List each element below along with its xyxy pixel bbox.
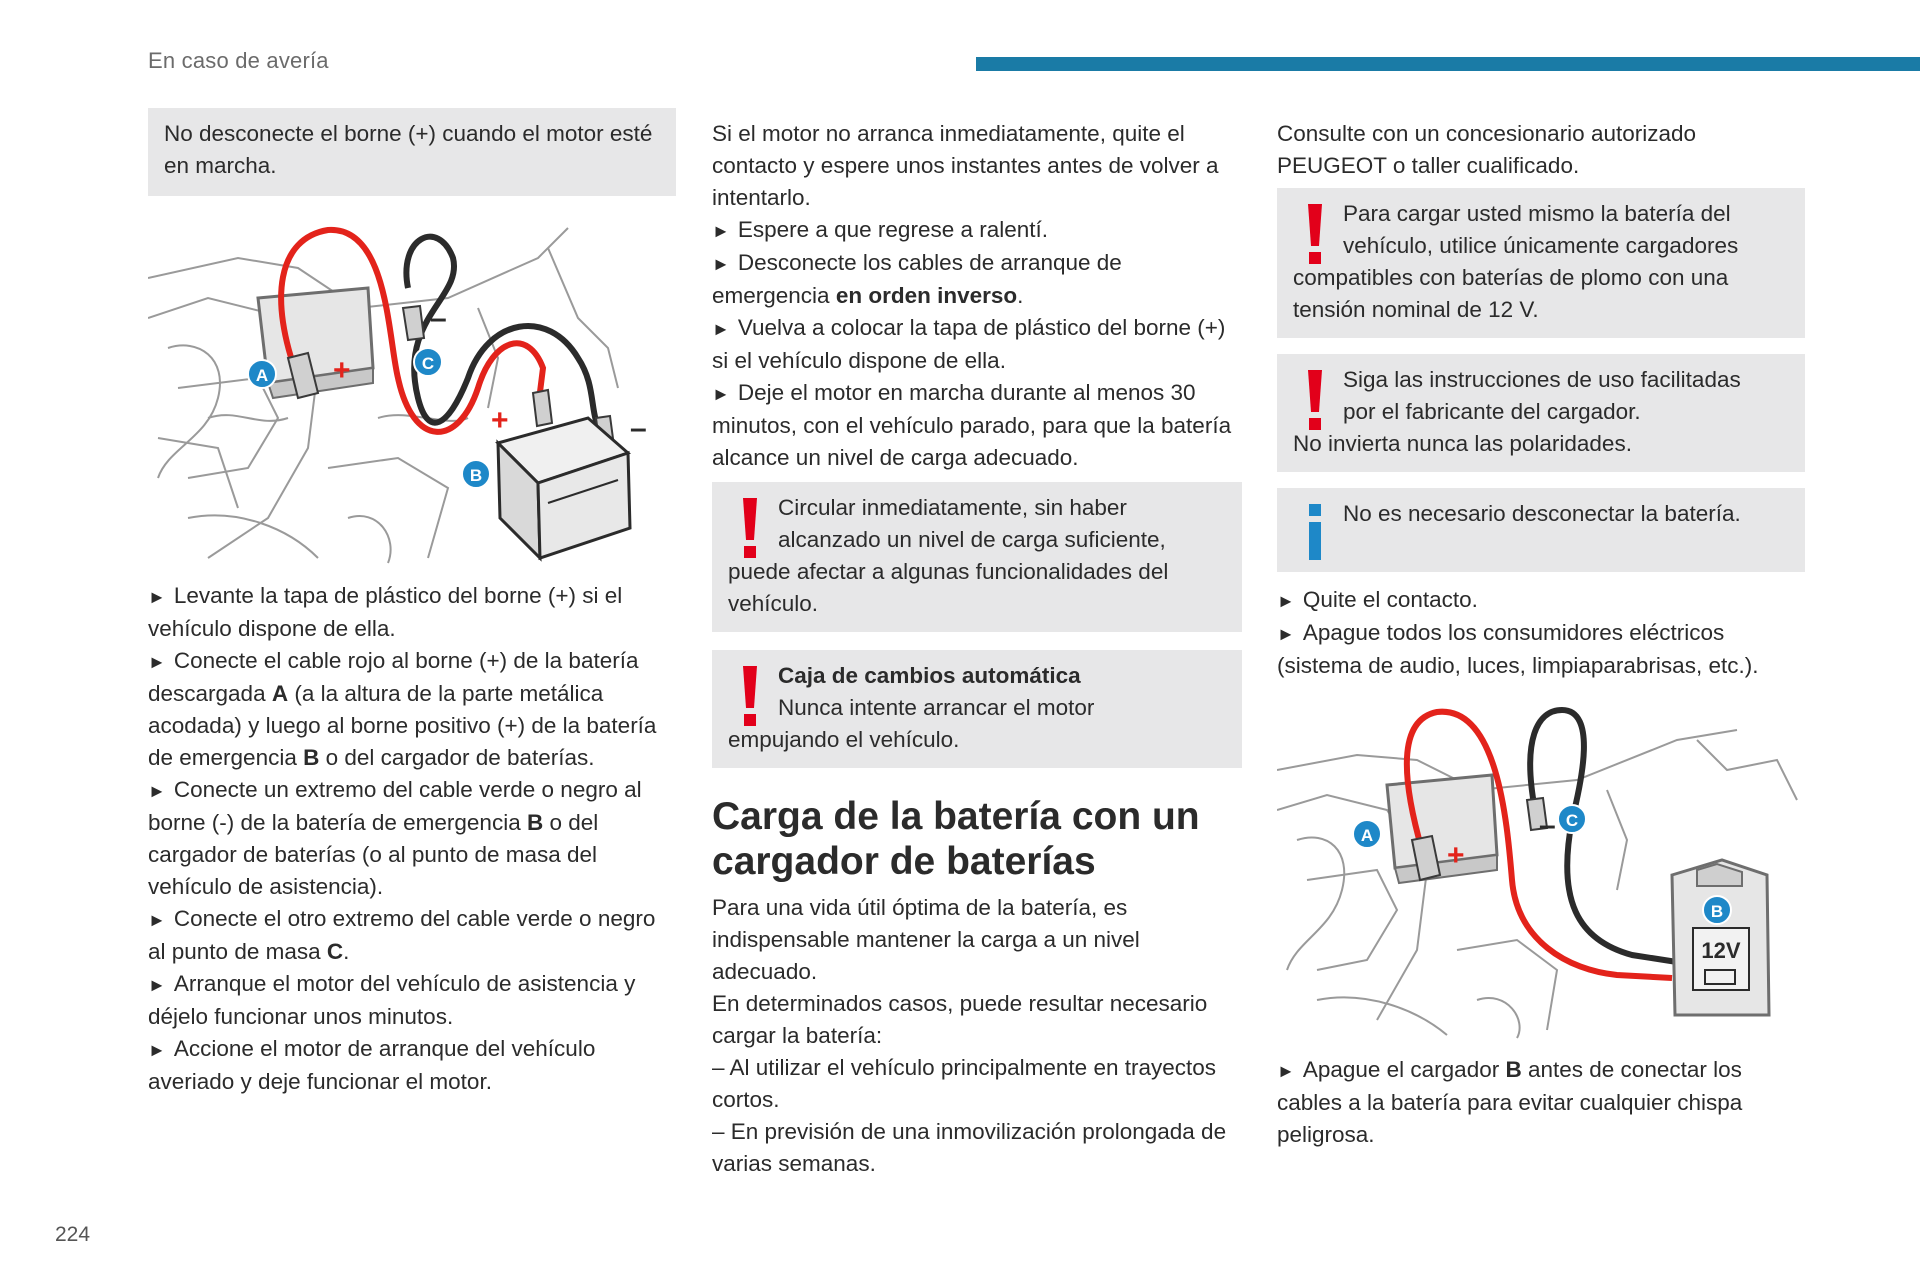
bullet-arrow-icon: ► — [148, 587, 166, 607]
page-number: 224 — [55, 1223, 91, 1246]
step-1: ► Levante la tapa de plástico del borne (+) si el vehículo dispone de ella. — [148, 583, 623, 641]
battery-a-plus-sign: + — [333, 354, 351, 387]
bullet-arrow-icon: ► — [1277, 1061, 1295, 1081]
warning-box-chargers: Para cargar usted mismo la batería del vehículo, utilice únicamente cargadores compatibles con baterías de plomo con una tensión nominal de 12 V. — [1277, 188, 1805, 338]
battery-plus-sign: + — [1447, 839, 1465, 872]
warning-title: Caja de cambios automática — [778, 663, 1081, 688]
warning-box-automatic: Caja de cambios automática Nunca intente arrancar el motor empujando el vehículo. — [712, 650, 1242, 768]
section-heading: Carga de la batería con un cargador de baterías — [712, 795, 1200, 883]
info-box: No es necesario desconectar la batería. — [1277, 488, 1805, 572]
battery-b-plus-sign: + — [491, 404, 509, 437]
step-consumers-off: ► Apague todos los consumidores eléctricos (sistema de audio, luces, limpiaparabrisas, etc.). — [1277, 620, 1759, 678]
warning-exclamation-icon — [730, 494, 770, 566]
header-accent-bar — [976, 57, 1920, 71]
step-5: ► Arranque el motor del vehículo de asistencia y déjelo funcionar unos minutos. — [148, 971, 636, 1029]
column-2 — [712, 118, 1242, 1180]
jump-start-figure — [148, 218, 676, 566]
battery-b-minus-sign: – — [630, 412, 647, 445]
dash-item-short-trips: – Al utilizar el vehículo principalmente en trayectos cortos. — [712, 1055, 1217, 1112]
charging-paragraph-2: En determinados casos, puede resultar necesario cargar la batería: — [712, 991, 1208, 1048]
step-run-engine: ► Deje el motor en marcha durante al menos 30 minutos, con el vehículo parado, para que la batería alcance un nivel de carga adecuado. — [712, 380, 1232, 470]
warning-box-driving: Circular inmediatamente, sin haber alcanzado un nivel de carga suficiente, puede afectar a algunas funcionalidades del vehículo. — [712, 482, 1242, 632]
charging-paragraph-1: Para una vida útil óptima de la batería, es indispensable mantener la carga a un nivel adecuado. — [712, 895, 1140, 984]
step-2: ► Conecte el cable rojo al borne (+) de la batería descargada A (a la altura de la parte metálica acodada) y luego al borne positivo (+) de la batería de emergencia B o del cargador de baterías. — [148, 648, 657, 770]
label-a: A — [1360, 826, 1374, 845]
step-disconnect: ► Desconecte los cables de arranque de emergencia en orden inverso. — [712, 250, 1122, 308]
warning-box-instructions: Siga las instrucciones de uso facilitadas por el fabricante del cargador. No invierta nunca las polaridades. — [1277, 354, 1805, 472]
warning-exclamation-icon — [730, 662, 770, 734]
step-4: ► Conecte el otro extremo del cable verde o negro al punto de masa C. — [148, 906, 656, 964]
label-c: C — [1565, 811, 1579, 830]
booster-battery — [498, 418, 630, 558]
step-6: ► Accione el motor de arranque del vehículo averiado y deje funcionar el motor. — [148, 1036, 596, 1094]
note-text: No desconecte el borne (+) cuando el motor esté en marcha. — [164, 121, 653, 178]
dealer-advice: Consulte con un concesionario autorizado PEUGEOT o taller cualificado. — [1277, 121, 1697, 178]
discharged-battery — [1387, 775, 1497, 883]
step-cover: ► Vuelva a colocar la tapa de plástico del borne (+) si el vehículo dispone de ella. — [712, 315, 1226, 373]
bullet-arrow-icon: ► — [148, 652, 166, 672]
warning-exclamation-icon — [1295, 200, 1335, 272]
step-idle: ► Espere a que regrese a ralentí. — [712, 217, 1049, 242]
note-box — [148, 108, 676, 196]
warning-exclamation-icon — [1295, 366, 1335, 438]
step-3: ► Conecte un extremo del cable verde o negro al borne (-) de la batería de emergencia B o del cargador de baterías (o al punto de masa del vehículo de asistencia). — [148, 777, 642, 899]
bullet-arrow-icon: ► — [148, 910, 166, 930]
bullet-arrow-icon: ► — [148, 975, 166, 995]
bullet-arrow-icon: ► — [1277, 624, 1295, 644]
label-b: B — [1710, 902, 1724, 921]
bullet-arrow-icon: ► — [1277, 591, 1295, 611]
column-1 — [148, 108, 676, 1098]
bullet-arrow-icon: ► — [712, 221, 730, 241]
label-b: B — [469, 466, 483, 485]
ground-minus-sign: – — [430, 302, 447, 335]
charger-figure — [1277, 700, 1805, 1040]
step-charger-off: ► Apague el cargador B antes de conectar los cables a la batería para evitar cualquier chispa peligrosa. — [1277, 1057, 1743, 1147]
bullet-arrow-icon: ► — [712, 254, 730, 274]
charger-voltage-label: 12V — [1701, 938, 1741, 963]
dash-item-immobilization: – En previsión de una inmovilización prolongada de varias semanas. — [712, 1119, 1227, 1176]
jump-start-diagram — [148, 218, 676, 566]
bullet-arrow-icon: ► — [148, 781, 166, 801]
retry-intro: Si el motor no arranca inmediatamente, quite el contacto y espere unos instantes antes de volver a intentarlo. — [712, 121, 1219, 210]
step-ignition-off: ► Quite el contacto. — [1277, 587, 1478, 612]
charger-steps — [1277, 584, 1805, 682]
info-icon — [1295, 500, 1335, 572]
bullet-arrow-icon: ► — [148, 1040, 166, 1060]
chapter-title: En caso de avería — [148, 48, 329, 73]
jump-start-steps — [148, 580, 676, 1098]
bullet-arrow-icon: ► — [712, 384, 730, 404]
label-a: A — [255, 366, 269, 385]
charger-diagram — [1277, 700, 1805, 1040]
label-c: C — [421, 354, 435, 373]
bullet-arrow-icon: ► — [712, 319, 730, 339]
ground-minus-sign: – — [1539, 809, 1556, 842]
column-3 — [1277, 118, 1805, 1151]
